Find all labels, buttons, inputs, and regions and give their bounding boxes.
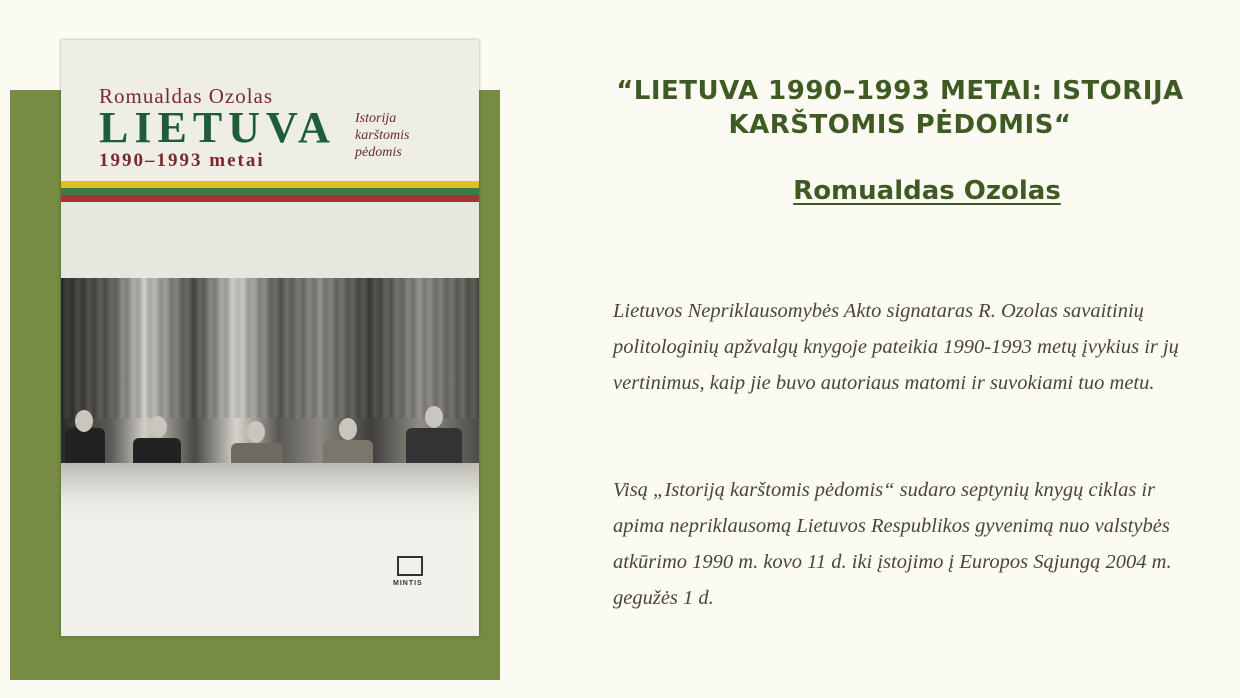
book-cover-subtitle-line: Istorija bbox=[355, 111, 397, 126]
flag-stripe-red bbox=[61, 195, 479, 202]
book-cover-subtitle-line: pėdomis bbox=[355, 145, 402, 160]
photo-figure-head bbox=[247, 421, 265, 443]
description-paragraph-2: Visą „Istoriją karštomis pėdomis“ sudaro septynių knygų ciklas ir apima nepriklausomą Lietuvos Respublikos gyvenimą nuo valstybės atkūrimo 1990 m. kovo 11 d. iki įstojimo į Europos Sąjungą 2004 m. gegužės 1 d. bbox=[613, 479, 1172, 609]
book-cover-author: Romualdas Ozolas bbox=[99, 84, 274, 108]
flag-stripe-yellow bbox=[61, 181, 479, 188]
book-cover-title: LIETUVA bbox=[99, 103, 336, 152]
book-cover-subtitle bbox=[355, 110, 435, 161]
publisher-logo-icon bbox=[397, 556, 423, 576]
book-cover-image bbox=[61, 40, 479, 636]
photo-stage bbox=[61, 463, 479, 522]
photo-figure-head bbox=[75, 410, 93, 432]
book-cover-photo bbox=[61, 278, 479, 522]
book-cover-years: 1990–1993 metai bbox=[99, 150, 265, 171]
description-paragraph-1: Lietuvos Nepriklausomybės Akto signataras R. Ozolas savaitinių politologinių apžvalgų knygoje pateikia 1990-1993 metų įvykius ir jų vertinimus, kaip jie buvo autoriaus matomi ir suvokiami tuo metu. bbox=[613, 300, 1179, 394]
author-name: Romualdas Ozolas bbox=[793, 176, 1061, 206]
publisher-name: MINTIS bbox=[393, 580, 423, 587]
page-title: “LIETUVA 1990–1993 METAI: ISTORIJA KARŠTOMIS PĖDOMIS“ bbox=[616, 76, 1184, 140]
photo-figure-head bbox=[149, 416, 167, 438]
book-cover-subtitle-line: karštomis bbox=[355, 128, 410, 143]
photo-curtain bbox=[61, 278, 479, 418]
photo-figure-head bbox=[339, 418, 357, 440]
photo-figure-head bbox=[425, 406, 443, 428]
flag-stripe-green bbox=[61, 188, 479, 195]
book-cover-footer bbox=[61, 522, 479, 636]
book-cover-band bbox=[61, 202, 479, 278]
